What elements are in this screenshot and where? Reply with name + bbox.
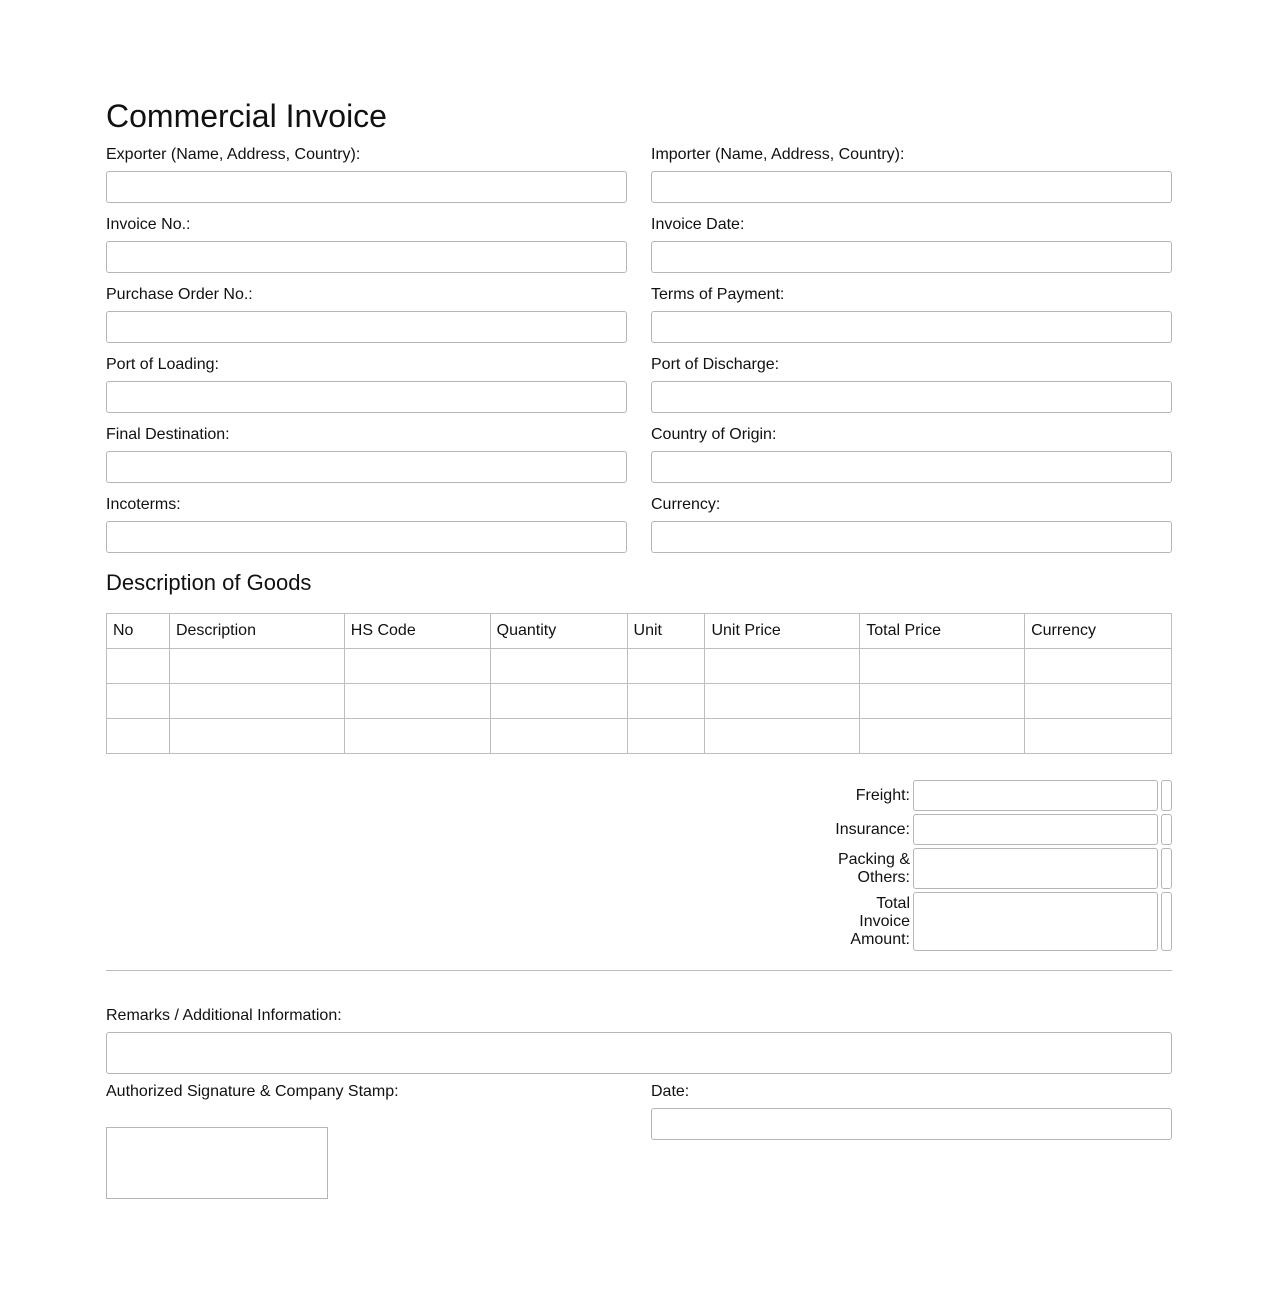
divider [106,970,1172,971]
table-cell[interactable] [1025,719,1172,754]
col-quantity: Quantity [490,614,627,649]
table-cell[interactable] [107,684,170,719]
col-hs-code: HS Code [344,614,490,649]
po-no-input[interactable] [106,311,627,343]
table-cell[interactable] [344,684,490,719]
signature-stamp-box[interactable] [106,1127,328,1199]
invoice-no-field: Invoice No.: [106,210,627,280]
table-cell[interactable] [1025,649,1172,684]
invoice-form [106,96,1172,1100]
table-header-row [107,614,1172,649]
table-cell[interactable] [860,719,1025,754]
total-input[interactable] [913,892,1158,951]
incoterms-field: Incoterms: [106,490,627,560]
remarks-input[interactable] [106,1032,1172,1074]
col-description: Description [169,614,344,649]
table-cell[interactable] [490,719,627,754]
table-cell[interactable] [705,649,860,684]
date-input[interactable] [651,1108,1172,1140]
exporter-input[interactable] [106,171,627,203]
final-destination-field: Final Destination: [106,420,627,490]
col-no: No [107,614,170,649]
table-cell[interactable] [344,649,490,684]
col-unit-price: Unit Price [705,614,860,649]
invoice-date-field: Invoice Date: [651,210,1172,280]
col-total-price: Total Price [860,614,1025,649]
insurance-input[interactable] [913,814,1158,845]
port-discharge-field: Port of Discharge: [651,350,1172,420]
importer-field: Importer (Name, Address, Country): [651,140,1172,210]
port-loading-field: Port of Loading: [106,350,627,420]
invoice-date-input[interactable] [651,241,1172,273]
goods-heading: Description of Goods [106,570,312,595]
table-cell[interactable] [107,649,170,684]
table-cell[interactable] [860,649,1025,684]
remarks-field: Remarks / Additional Information: [106,1001,1172,1074]
table-row [107,719,1172,754]
total-currency-input[interactable] [1161,892,1172,951]
table-row [107,684,1172,719]
country-origin-field: Country of Origin: [651,420,1172,490]
port-discharge-input[interactable] [651,381,1172,413]
table-cell[interactable] [107,719,170,754]
freight-currency-input[interactable] [1161,780,1172,811]
exporter-field: Exporter (Name, Address, Country): [106,140,627,210]
header-fields [106,140,1172,560]
packing-row: Packing & Others: [790,848,1172,889]
payment-terms-field: Terms of Payment: [651,280,1172,350]
table-cell[interactable] [490,684,627,719]
payment-terms-input[interactable] [651,311,1172,343]
table-cell[interactable] [169,649,344,684]
table-cell[interactable] [705,684,860,719]
table-cell[interactable] [627,719,705,754]
table-cell[interactable] [627,684,705,719]
importer-input[interactable] [651,171,1172,203]
packing-currency-input[interactable] [1161,848,1172,889]
freight-row: Freight: [790,780,1172,811]
table-cell[interactable] [490,649,627,684]
freight-input[interactable] [913,780,1158,811]
table-cell[interactable] [860,684,1025,719]
table-cell[interactable] [1025,684,1172,719]
signature-label: Authorized Signature & Company Stamp: [106,1083,399,1100]
table-cell[interactable] [169,719,344,754]
port-loading-input[interactable] [106,381,627,413]
col-currency: Currency [1025,614,1172,649]
insurance-row: Insurance: [790,814,1172,845]
table-cell[interactable] [627,649,705,684]
table-row [107,649,1172,684]
invoice-no-input[interactable] [106,241,627,273]
total-row: Total Invoice Amount: [790,892,1172,951]
insurance-currency-input[interactable] [1161,814,1172,845]
table-cell[interactable] [344,719,490,754]
country-origin-input[interactable] [651,451,1172,483]
totals-section [790,780,1172,954]
final-destination-input[interactable] [106,451,627,483]
col-unit: Unit [627,614,705,649]
po-no-field: Purchase Order No.: [106,280,627,350]
currency-input[interactable] [651,521,1172,553]
table-cell[interactable] [169,684,344,719]
table-cell[interactable] [705,719,860,754]
currency-field: Currency: [651,490,1172,560]
date-field: Date: [651,1077,1172,1140]
incoterms-input[interactable] [106,521,627,553]
goods-table [106,613,1172,754]
packing-input[interactable] [913,848,1158,889]
page-title: Commercial Invoice [106,98,387,134]
